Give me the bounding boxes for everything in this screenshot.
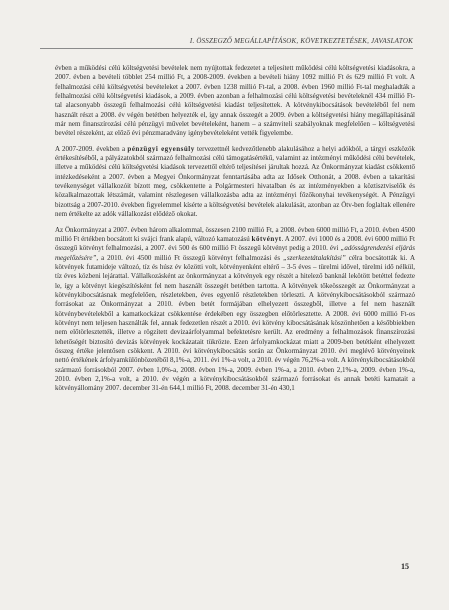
italic-quote: „adósságrendezési eljárás megelőzésére” bbox=[55, 244, 416, 262]
paragraph-text: , a 2010. évi 4500 millió Ft összegű kötvényt felhalmozási és bbox=[96, 253, 284, 262]
paragraph-text: tervezettnél kedvezőtlenebb alakulásához a helyi adókból, a tárgyi eszközök értékesítéséből, a pályázatokból származó felhalmozási célú támogatásértékű, valamint az intézményi működési célú bevételek, illetve a működési célú költségvetési kiadások tervezettől eltérő teljesítései járultak hozzá. Az Önkormányzat kiadást csökkentő intézkedéseként a 2007. évben a Megyei Önkormányzat fenntartásába adta az Idősek Otthonát, a 2008. évben a takarítási tevékenységet vállalkozóit bízott meg, csökkentette a Polgármesteri hivatalban és az intézményekben a köztisztviselők és közalkalmazottak létszámát, valamint részlegesen vállalkozásba adta az intézményi főzőkonyhai tevékenységét. A Pénzügyi bizottság a 2007-2010. években figyelemmel kísérte a költségvetési bevételek alakulását, azonban az Ötv-ben foglaltak ellenére nem értékelte az adók vállalkozást elődéző okokat. bbox=[55, 144, 415, 219]
running-header-title: I. ÖSSZEGZŐ MEGÁLLAPÍTÁSOK, KÖVETKEZTETÉSEK, JAVASLATOK bbox=[189, 37, 413, 45]
page-number: 15 bbox=[401, 562, 409, 571]
header-rule bbox=[40, 48, 413, 49]
paragraph bbox=[55, 64, 415, 139]
paragraph-text: A 2007-2009. években a bbox=[55, 144, 128, 153]
paragraph bbox=[55, 226, 415, 394]
paragraph bbox=[55, 145, 415, 220]
running-header bbox=[40, 36, 413, 49]
paragraph-text: Az Önkormányzat a 2007. évben három alkalommal, összesen 2100 millió Ft, a 2008. évben 6000 millió Ft, a 2010. évben 4500 millió Ft értékben bocsátott ki svájci frank alapú, változó kamatozású bbox=[55, 225, 415, 243]
paragraph-text: . A 2007. évi 1000 és a 2008. évi 6000 millió Ft összegű kötvényt felhalmozási, a 2007. évi 500 és 600 millió Ft összegű kötvényt pedig a 2010. évi bbox=[55, 234, 416, 253]
paragraph-text: célra bocsátották ki. A kötvények futamideje változó, tíz és húsz év közötti volt, kötvényenként eltérő – 3-5 éves – türelmi idővel, türelmi idő nélkül, tíz éves közbeni lejárattal. Vállalkozásként az önkormányzat a kötvények egy részét a hitelező banknál lekötött betéttel fedezte le, így a kötvényt kiegészítésként fel nem használt összegét betétben tartotta. A kötvények tőkeösszegét az Önkormányzat a kötvénykibocsátásnak megfelelően, részletekben, éves egyenlő részletekben törleszti. A kötvénykibocsátásokból származó forrásokat az Önkormányzat a 2010. évben betét formájában elhelyezett összegből, illetve a fel nem használt kötvénybevételekből a kamatkockázat csökkentése érdekében egy összegben előtörlesztette. A 2008. évi 6000 millió Ft-os kötvényt nem teljesen használták fel, annak fedezetlen részét a 2010. évi kötvény kibocsátásának köszönhetően a későbbiekben nem előtörlesztették, illetve a rögzített devizaárfolyammal befektetésre került. Az eredmény a felhalmozások finanszírozási lehetőségét biztosító devizás kötvények kockázatait tükrözte. Ezen árfolyamkockázat miatt a 2009-ben betétként elhelyezett összeg értéke jelentősen csökkent. A 2010. évi kötvénykibocsátás során az Önkormányzat 2010. évi meglévő kötvényeinek nettó értékének árfolyamkülönbözetéből 8,1%-a, 2011. évi 1%-a volt, a 2010. év végén 76,2%-a volt. A kötvénykibocsátásokból származó forrásokból 2007. évben 1,0%-a, 2008. évben 1%-a, 2009. évben 1%-a, a 2010. évben 2,1%-a, 2009. évben 1%-a, 2010. évben 2,1%-a volt, a 2010. év végén a kötvénykibocsátásokból származó forrásokat és annak betéti kamatait a kötvényállomány 2007. december 31-én 644,1 millió Ft, 2008. december 31-én 430,1 bbox=[55, 253, 415, 393]
italic-quote: „szerkezetátalakítási” bbox=[283, 253, 346, 262]
bold-term: pénzügyi egyensúly bbox=[127, 144, 195, 153]
body-text bbox=[55, 64, 415, 400]
bold-term: kötvényt bbox=[251, 234, 282, 243]
paragraph-text: évben a működési célú költségvetési bevételek nem nyújtottak fedezetet a teljesített működési célú költségvetési kiadásokra, a 2007. évben a bevételi többlet 254 millió Ft, a 2008-2009. években a bevételi hiány 1092 millió Ft és 629 millió Ft volt. A felhalmozási célú költségvetési bevételeket a 2007. évben 1238 millió Ft-tal, a 2008. évben 1960 millió Ft-tal meghaladták a felhalmozási célú költségvetési kiadások, a 2009. évben azonban a felhalmozási célú költségvetési bevételeknél 434 millió Ft-tal alacsonyabb összegű felhalmozási célú költségvetési kiadást teljesítettek. A kötvénykibocsátások bevételéből fel nem használt részt a 2008. év végén betétben helyezték el, így annak összegét a 2009. évben a költségvetési hiány megállapításánál már nem finanszírozási célú pénzügyi művelet bevételeként, hanem – a számviteli szabályoknak megfelelően – költségvetési bevétel részeként, az előző évi pénzmaradvány igénybevételeként vették figyelembe. bbox=[55, 64, 415, 138]
